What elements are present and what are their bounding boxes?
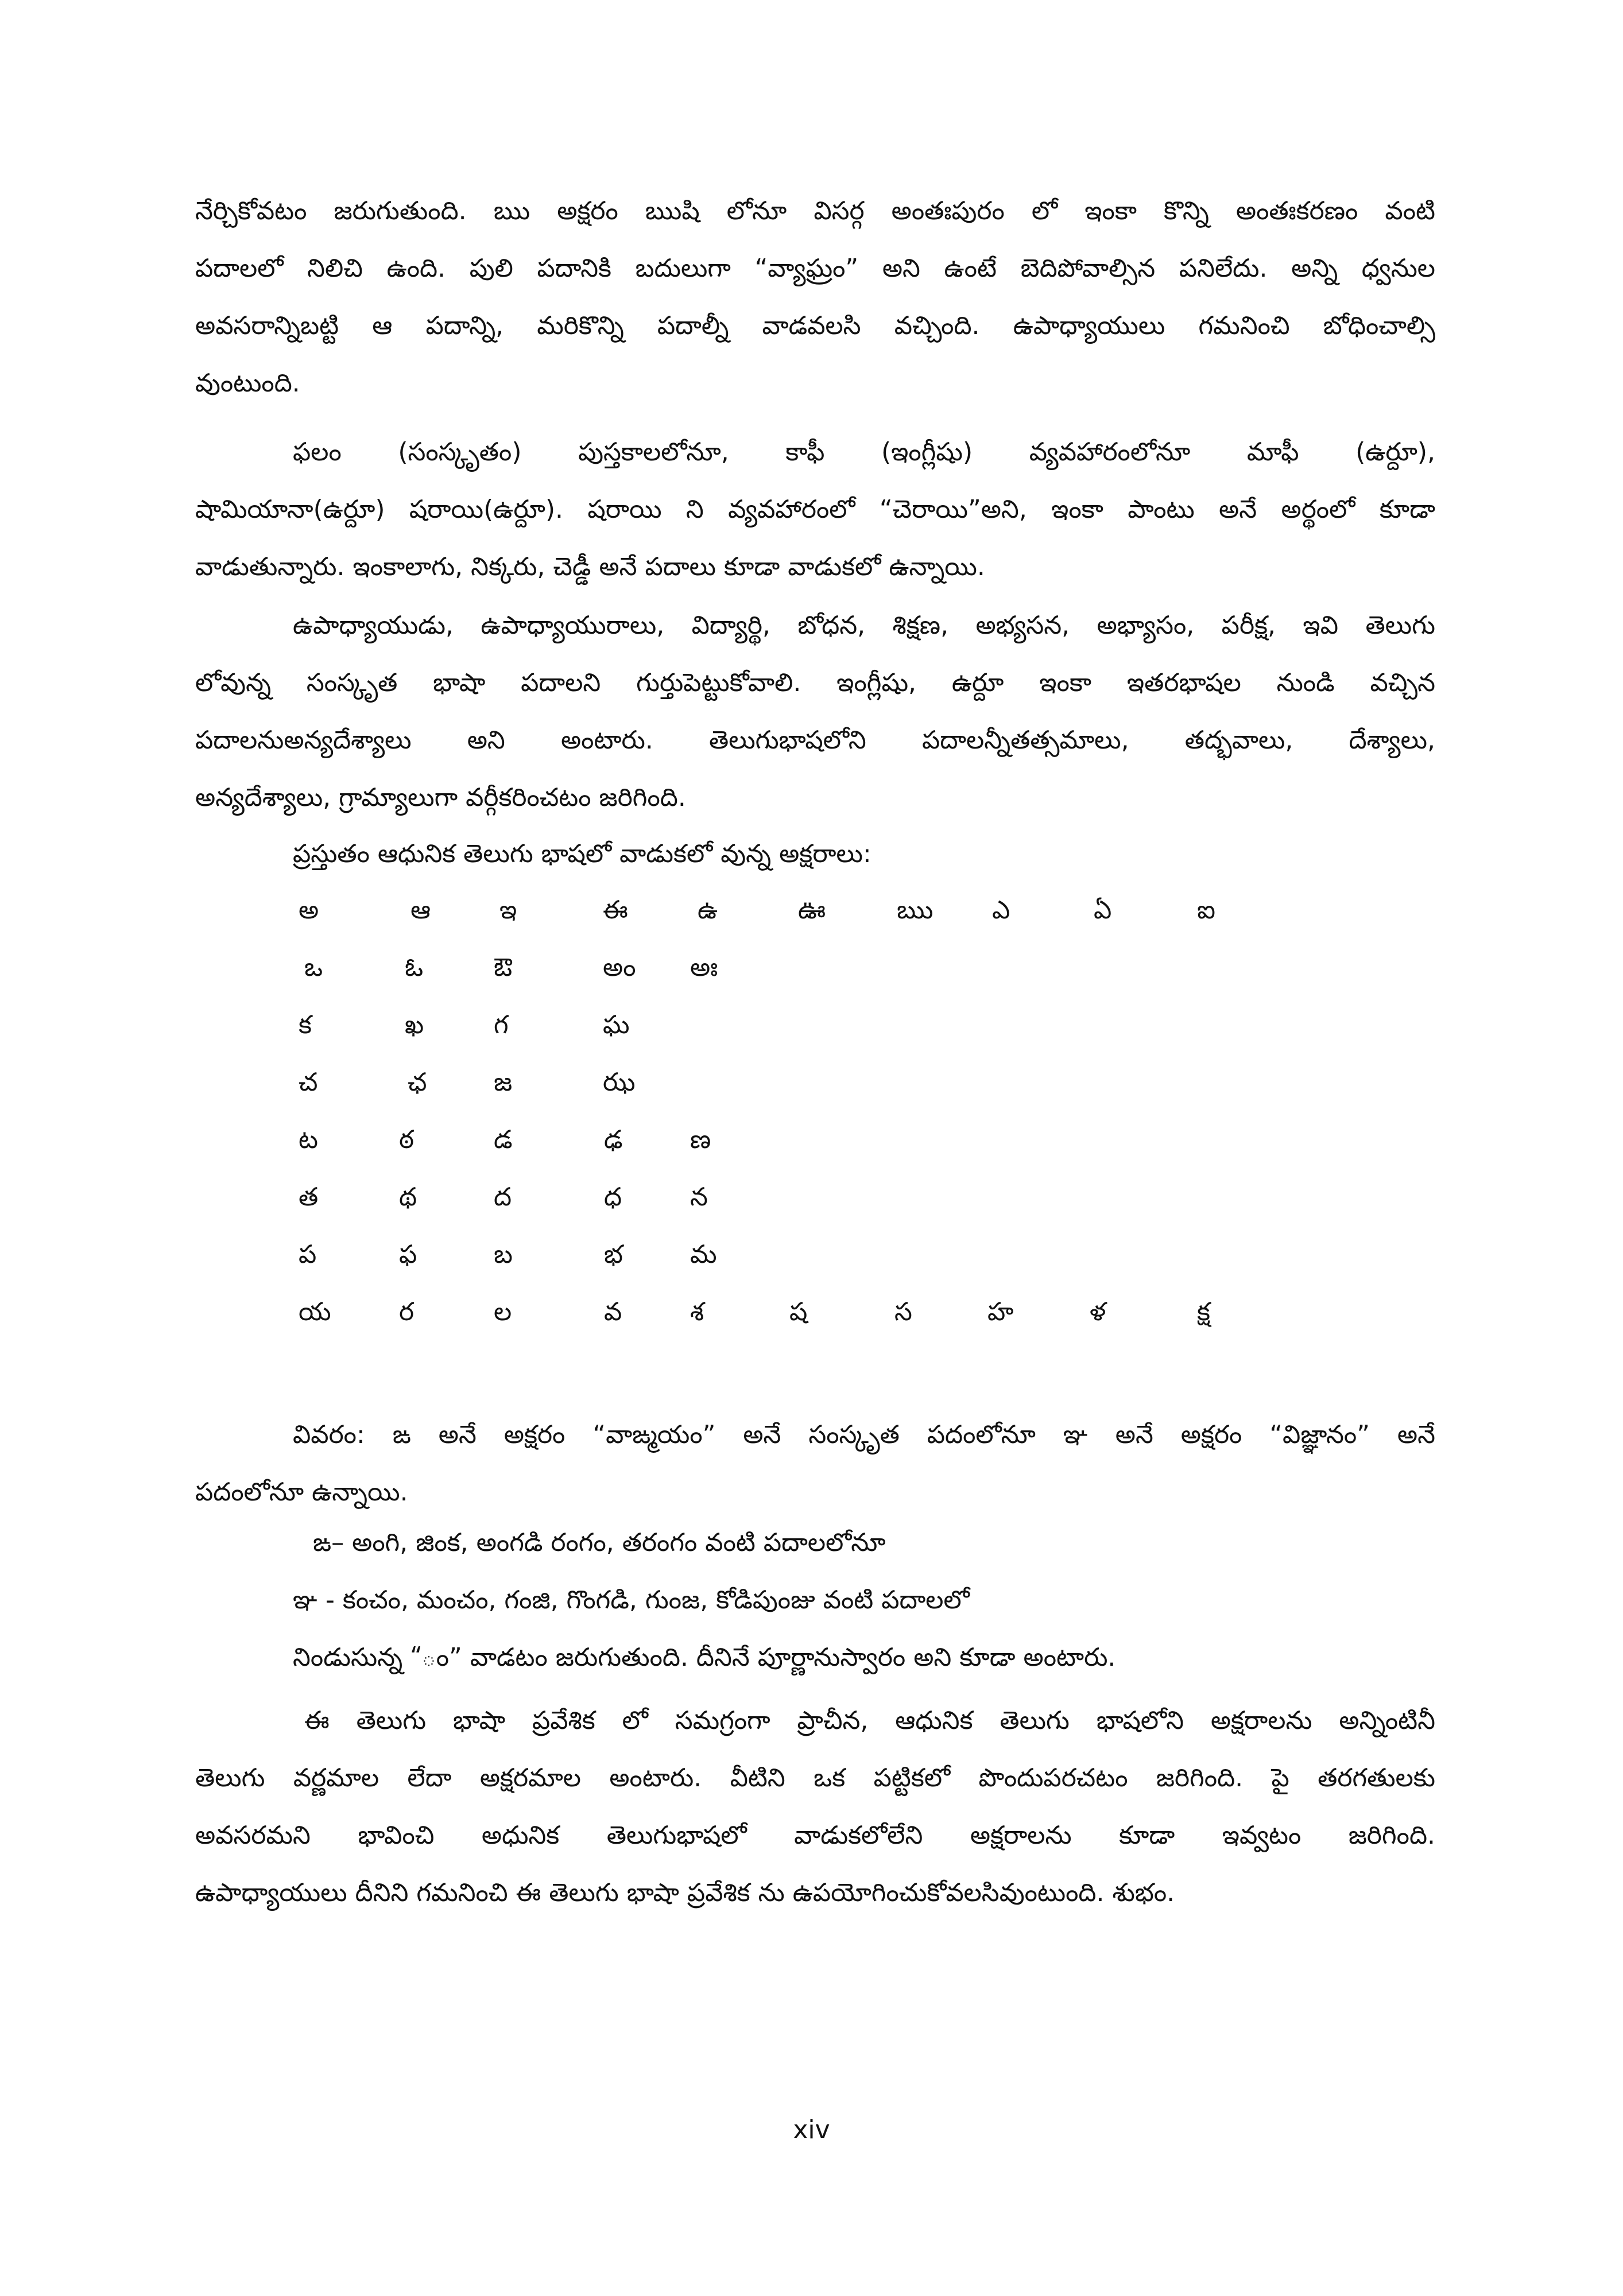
letter: ఫ (399, 1240, 417, 1269)
letter: ఎ (992, 895, 1010, 925)
letter: భ (604, 1240, 623, 1269)
letter: అః (690, 953, 718, 982)
letter: అ (299, 895, 319, 925)
letter: డ (494, 1125, 513, 1154)
letter: ఆ (410, 895, 431, 925)
text-line: తెలుగు వర్ణమాల లేదా అక్షరమాల అంటారు. వీటిని ఒక పట్టికలో పొందుపరచటం జరిగింది. పై తరగతులకు (195, 1763, 1435, 1793)
letter: థ (399, 1182, 417, 1212)
letter: న (690, 1182, 708, 1212)
letter: క్ష (1197, 1297, 1210, 1327)
text-line: అన్యదేశ్యాలు, గ్రామ్యాలుగా వర్గీకరించటం జరిగింది. (195, 783, 686, 812)
letter: అం (603, 953, 636, 982)
letter: ఓ (405, 953, 424, 982)
text-line: షామియానా(ఉర్దూ) షరాయి(ఉర్దూ). షరాయి ని వ్యవహారంలో “చెరాయి”అని, ఇంకా పాంటు అనే అర్థంలో కూడా (195, 495, 1435, 524)
page-number: xiv (793, 2115, 830, 2144)
example-anusvara: నిండుసున్న “ం” వాడటం జరుగుతుంది. దీనినే పూర్ణానుస్వారం అని కూడా అంటారు. (293, 1643, 1116, 1672)
text-line: ఫలం (సంస్కృతం) పుస్తకాలలోనూ, కాఫీ (ఇంగ్లీషు) వ్యవహారంలోనూ మాఫీ (ఉర్దూ), (293, 437, 1435, 467)
letter: ఛ (408, 1068, 427, 1097)
text-line: అవసరమని భావించి అధునిక తెలుగుభాషలో వాడుకలోలేని అక్షరాలను కూడా ఇవ్వటం జరిగింది. (195, 1821, 1435, 1850)
text-line: ఉపాధ్యాయులు దీనిని గమనించి ఈ తెలుగు భాషా ప్రవేశిక ను ఉపయోగించుకోవలసివుంటుంది. శుభం. (195, 1878, 1175, 1907)
letter: శ (690, 1297, 704, 1327)
text-line: పదాలనుఅన్యదేశ్యాలు అని అంటారు. తెలుగుభాషలోని పదాలన్నీతత్సమాలు, తద్భవాలు, దేశ్యాలు, (195, 726, 1435, 755)
text-line: వివరం: ఙ అనే అక్షరం “వాఙ్మయం” అనే సంస్కృత పదంలోనూ ఞ అనే అక్షరం “విజ్ఞానం” అనే (293, 1420, 1435, 1449)
paragraph-4 (195, 1406, 1435, 1521)
letter: ప (299, 1240, 317, 1269)
letter: ద (494, 1182, 512, 1212)
letter: హ (987, 1297, 1014, 1327)
text-line: పదంలోనూ ఉన్నాయి. (195, 1477, 408, 1507)
letter: ధ (604, 1182, 622, 1212)
paragraph-5 (195, 1692, 1435, 1922)
text-line: నేర్చికోవటం జరుగుతుంది. ఋ అక్షరం ఋషి లోనూ విసర్గ అంతఃపురం లో ఇంకా కొన్ని అంతఃకరణం వంటి (195, 196, 1435, 226)
paragraph-2 (195, 424, 1435, 596)
letter: ఉ (698, 895, 718, 925)
letter: ళ (1090, 1297, 1106, 1327)
letter: ఠ (399, 1125, 415, 1154)
letter: ఘ (603, 1010, 630, 1040)
letter: చ (299, 1068, 318, 1097)
letter: య (299, 1297, 331, 1327)
letter: స (894, 1297, 912, 1327)
letter: గ (494, 1010, 509, 1040)
letter: జ (494, 1068, 513, 1097)
text-line: ఈ తెలుగు భాషా ప్రవేశిక లో సమగ్రంగా ప్రాచీన, ఆధునిక తెలుగు భాషలోని అక్షరాలను అన్నింటినీ (304, 1706, 1435, 1735)
text-line: లోవున్న సంస్కృత భాషా పదాలని గుర్తుపెట్టుకోవాలి. ఇంగ్లీషు, ఉర్దూ ఇంకా ఇతరభాషల నుండి వచ్చిన (195, 668, 1435, 697)
text-line: ఉపాధ్యాయుడు, ఉపాధ్యాయురాలు, విద్యార్థి, బోధన, శిక్షణ, అభ్యసన, అభ్యాసం, పరీక్ష, ఇవి తెలుగు (293, 611, 1435, 640)
letter: ఇ (499, 895, 517, 925)
letter: ఖ (405, 1010, 424, 1040)
text-line: వుంటుంది. (195, 369, 300, 398)
letter: ఏ (1094, 895, 1112, 925)
letter: ఝ (603, 1068, 636, 1097)
letter: ష (789, 1297, 808, 1327)
text-line: వాడుతున్నారు. ఇంకాలాగు, నిక్కరు, చెడ్డీ అనే పదాలు కూడా వాడుకలో ఉన్నాయి. (195, 552, 985, 581)
letter: ర (399, 1297, 415, 1327)
letter: ట (299, 1125, 318, 1154)
example-nga: ఙ– అంగి, జింక, అంగడి రంగం, తరంగం వంటి పదాలలోనూ (313, 1528, 886, 1557)
letter: ఔ (494, 953, 513, 982)
paragraph-3 (195, 597, 1435, 827)
paragraph-1 (195, 183, 1435, 412)
letter: ఒ (304, 953, 323, 982)
letter: ఢ (604, 1125, 623, 1154)
letter: ఋ (897, 895, 933, 925)
letter: ణ (690, 1125, 711, 1154)
letter: వ (604, 1297, 622, 1327)
text-line: అవసరాన్నిబట్టి ఆ పదాన్ని, మరికొన్ని పదాల్నీ వాడవలసి వచ్చింది. ఉపాధ్యాయులు గమనించి బోధించాల్సి (195, 311, 1435, 340)
letter: ల (494, 1297, 512, 1327)
letter: ఊ (798, 895, 826, 925)
letter: క (299, 1010, 312, 1040)
text-line: పదాలలో నిలిచి ఉంది. పులి పదానికి బదులుగా “వ్యాఘ్రం” అని ఉంటే బెదిపోవాల్సిన పనిలేదు. అన్ని ధ్వనుల (195, 254, 1435, 283)
letter: మ (690, 1240, 717, 1269)
letter: ఐ (1197, 895, 1215, 925)
letter: బ (494, 1240, 513, 1269)
example-nya: ఞ - కంచం, మంచం, గంజి, గొంగడి, గుంజ, కోడిపుంజు వంటి పదాలలో (293, 1585, 970, 1615)
letter: ఈ (603, 895, 628, 925)
alphabet-intro: ప్రస్తుతం ఆధునిక తెలుగు భాషలో వాడుకలో వున్న అక్షరాలు: (293, 839, 871, 868)
letter: త (299, 1182, 319, 1212)
